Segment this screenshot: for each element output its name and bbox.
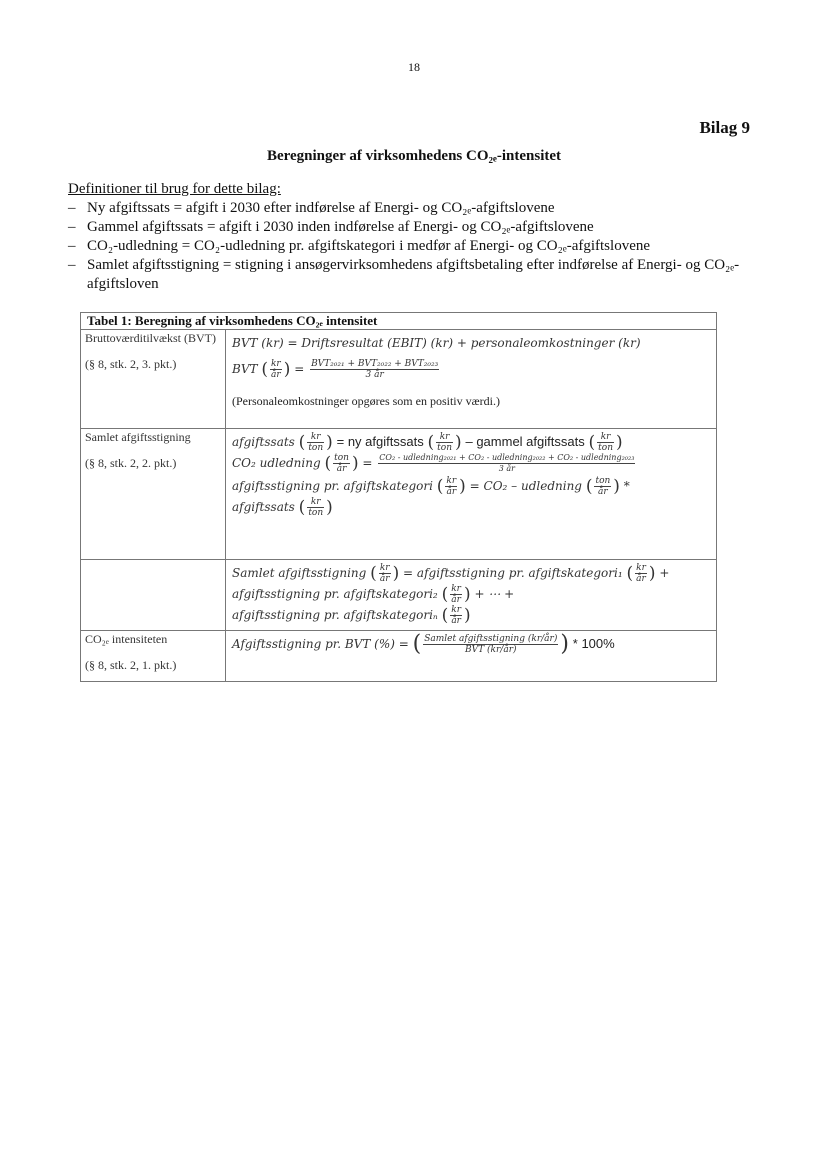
formula-term: = CO₂ – udledning: [469, 479, 582, 493]
table-caption: Tabel 1: Beregning af virksomhedens CO₂ₑ intensitet: [81, 313, 717, 330]
unit-den: år: [598, 487, 608, 497]
formula-term: = afgiftsstigning pr. afgiftskategori₁: [403, 566, 623, 580]
formula-cell: [226, 429, 717, 560]
unit-den: år: [636, 574, 646, 584]
formula-term: = ny afgiftssats: [336, 434, 424, 449]
formula-term: afgiftssats: [232, 435, 295, 449]
page-title: Beregninger af virksomhedens CO₂ₑ-intensitet: [266, 148, 562, 164]
formula-term: Samlet afgiftsstigning: [232, 566, 367, 580]
rate-difference-formula: afgiftssats ( $\frac{kr}{\text{ton}}$ ) = ny afgiftssats ( $\frac{kr}{\text{ton}}$ ) – gammel afgiftssats ( $\frac{kr}{\text{ton}}$ ): [232, 432, 623, 453]
definition-item: – Ny afgiftssats = afgift i 2030 efter indførelse af Energi- og CO₂ₑ-afgiftslovene: [68, 199, 768, 218]
co2-average-formula: CO₂ udledning ( $\frac{\text{ton}}{år}$ ) = CO₂ - udledning₂₀₂₁ + CO₂ - udledning₂₀₂₂ + CO₂ - udledning₂₀₂₃ 3 år: [232, 453, 635, 474]
total-increase-formula-cont: afgiftsstigning pr. afgiftskategori₂ ( $\frac{kr}{år}$ ) + ⋯ +: [232, 584, 515, 605]
unit-den: ton: [598, 443, 614, 453]
total-increase-formula: Samlet afgiftsstigning ( $\frac{kr}{år}$ ) = afgiftsstigning pr. afgiftskategori₁ ( $\frac{kr}{år}$ ) +: [232, 563, 670, 584]
unit-den: år: [271, 370, 281, 380]
label-text: Samlet afgiftsstigning: [85, 430, 191, 444]
formula-cell: [226, 330, 717, 429]
fraction-numerator: Samlet afgiftsstigning (kr/år): [424, 634, 558, 644]
formula-term: afgiftssats: [232, 500, 295, 514]
unit-den: år: [379, 574, 390, 584]
row-label: [81, 429, 226, 560]
definitions-heading: Definitioner til brug for dette bilag:: [68, 181, 281, 197]
row-label-empty: [81, 560, 226, 631]
unit-num: kr: [379, 563, 390, 573]
formula-term: – gammel afgiftssats: [465, 434, 585, 449]
category-increase-formula-cont: afgiftssats ( $\frac{kr}{\text{ton}}$ ): [232, 497, 333, 518]
unit-den: år: [451, 616, 461, 626]
fraction-denominator: 3 år: [498, 464, 515, 473]
intensity-formula: Afgiftsstigning pr. BVT (%) = ( $\frac{\text{Samlet afgiftsstigning (kr/år)}}{\text{BVT (kr/år)}}$ ) * 100%: [232, 631, 615, 657]
fraction-numerator: BVT₂₀₂₁ + BVT₂₀₂₂ + BVT₂₀₂₃: [311, 359, 439, 369]
note-text: (Personaleomkostninger opgøres som en positiv værdi.): [232, 394, 500, 408]
table-row: [81, 429, 717, 560]
legal-reference: (§ 8, stk. 2, 3. pkt.): [85, 357, 177, 371]
formula-cell: [226, 631, 717, 682]
formula-term: CO₂ udledning: [232, 456, 321, 470]
legal-reference: (§ 8, stk. 2, 1. pkt.): [85, 658, 177, 672]
table-row: [81, 631, 717, 682]
table-row: [81, 560, 717, 631]
unit-num: kr: [636, 563, 646, 573]
calculation-table: [80, 312, 717, 682]
unit-num: kr: [436, 432, 453, 443]
definition-item: – Gammel afgiftssats = afgift i 2030 inden indførelse af Energi- og CO₂ₑ-afgiftslovene: [68, 218, 768, 237]
definitions-section: [68, 180, 768, 294]
unit-den: år: [336, 464, 347, 474]
formula-term: afgiftsstigning pr. afgiftskategori₂: [232, 587, 438, 601]
category-increase-formula: afgiftsstigning pr. afgiftskategori ( $\frac{kr}{år}$ ) = CO₂ – udledning ( $\frac{\text{ton}}{år}$ ) *: [232, 476, 630, 497]
unit-num: kr: [597, 432, 614, 443]
definition-item: – CO₂-udledning = CO₂-udledning pr. afgiftskategori i medfør af Energi- og CO₂ₑ-afgiftslovene: [68, 237, 768, 256]
definitions-list: [68, 199, 768, 294]
unit-num: kr: [451, 584, 461, 594]
fraction-denominator: BVT (kr/år): [465, 645, 517, 655]
unit-num: kr: [307, 497, 324, 508]
unit-num: kr: [446, 476, 457, 486]
label-text: CO₂ₑ intensiteten: [85, 632, 168, 646]
definition-item: – Samlet afgiftsstigning = stigning i ansøgervirksomhedens afgiftsbetaling efter indførelse af Energi- og CO₂ₑ-afgiftsloven: [68, 256, 768, 294]
unit-num: ton: [334, 453, 349, 463]
row-label: [81, 330, 226, 429]
total-increase-formula-end: afgiftsstigning pr. afgiftskategoriₙ ( $\frac{kr}{år}$ ): [232, 605, 471, 626]
unit-den: ton: [308, 443, 324, 453]
formula-term: BVT: [232, 362, 258, 376]
fraction-denominator: 3 år: [365, 370, 384, 380]
row-label: [81, 631, 226, 682]
unit-den: ton: [437, 443, 453, 453]
page-number: 18: [408, 60, 420, 74]
unit-num: kr: [270, 359, 281, 369]
appendix-label: Bilag 9: [699, 118, 750, 137]
unit-num: ton: [595, 476, 611, 486]
fraction-numerator: CO₂ - udledning₂₀₂₁ + CO₂ - udledning₂₀₂₂ + CO₂ - udledning₂₀₂₃: [379, 453, 635, 462]
unit-num: kr: [307, 432, 324, 443]
unit-den: år: [451, 595, 461, 605]
table-row: [81, 330, 717, 429]
bvt-definition-formula: BVT (kr) = Driftsresultat (EBIT) (kr) + personaleomkostninger (kr): [232, 336, 641, 350]
bvt-average-formula: BVT ( $\frac{kr}{år}$ ) = $\frac{\text{BVT₂₀₂₁ + BVT₂₀₂₂ + BVT₂₀₂₃}}{3 år}$: [232, 359, 439, 380]
formula-term: * 100%: [572, 636, 615, 651]
unit-num: kr: [451, 605, 462, 615]
unit-den: år: [446, 487, 457, 497]
formula-cell: [226, 560, 717, 631]
formula-term: Afgiftsstigning pr. BVT (%) =: [232, 637, 409, 651]
label-text: Bruttoværditilvækst (BVT): [85, 331, 217, 345]
formula-term: + ⋯ +: [474, 587, 515, 601]
unit-den: ton: [308, 508, 324, 518]
formula-term: afgiftsstigning pr. afgiftskategoriₙ: [232, 608, 438, 622]
legal-reference: (§ 8, stk. 2, 2. pkt.): [85, 456, 177, 470]
formula-term: afgiftsstigning pr. afgiftskategori: [232, 479, 433, 493]
